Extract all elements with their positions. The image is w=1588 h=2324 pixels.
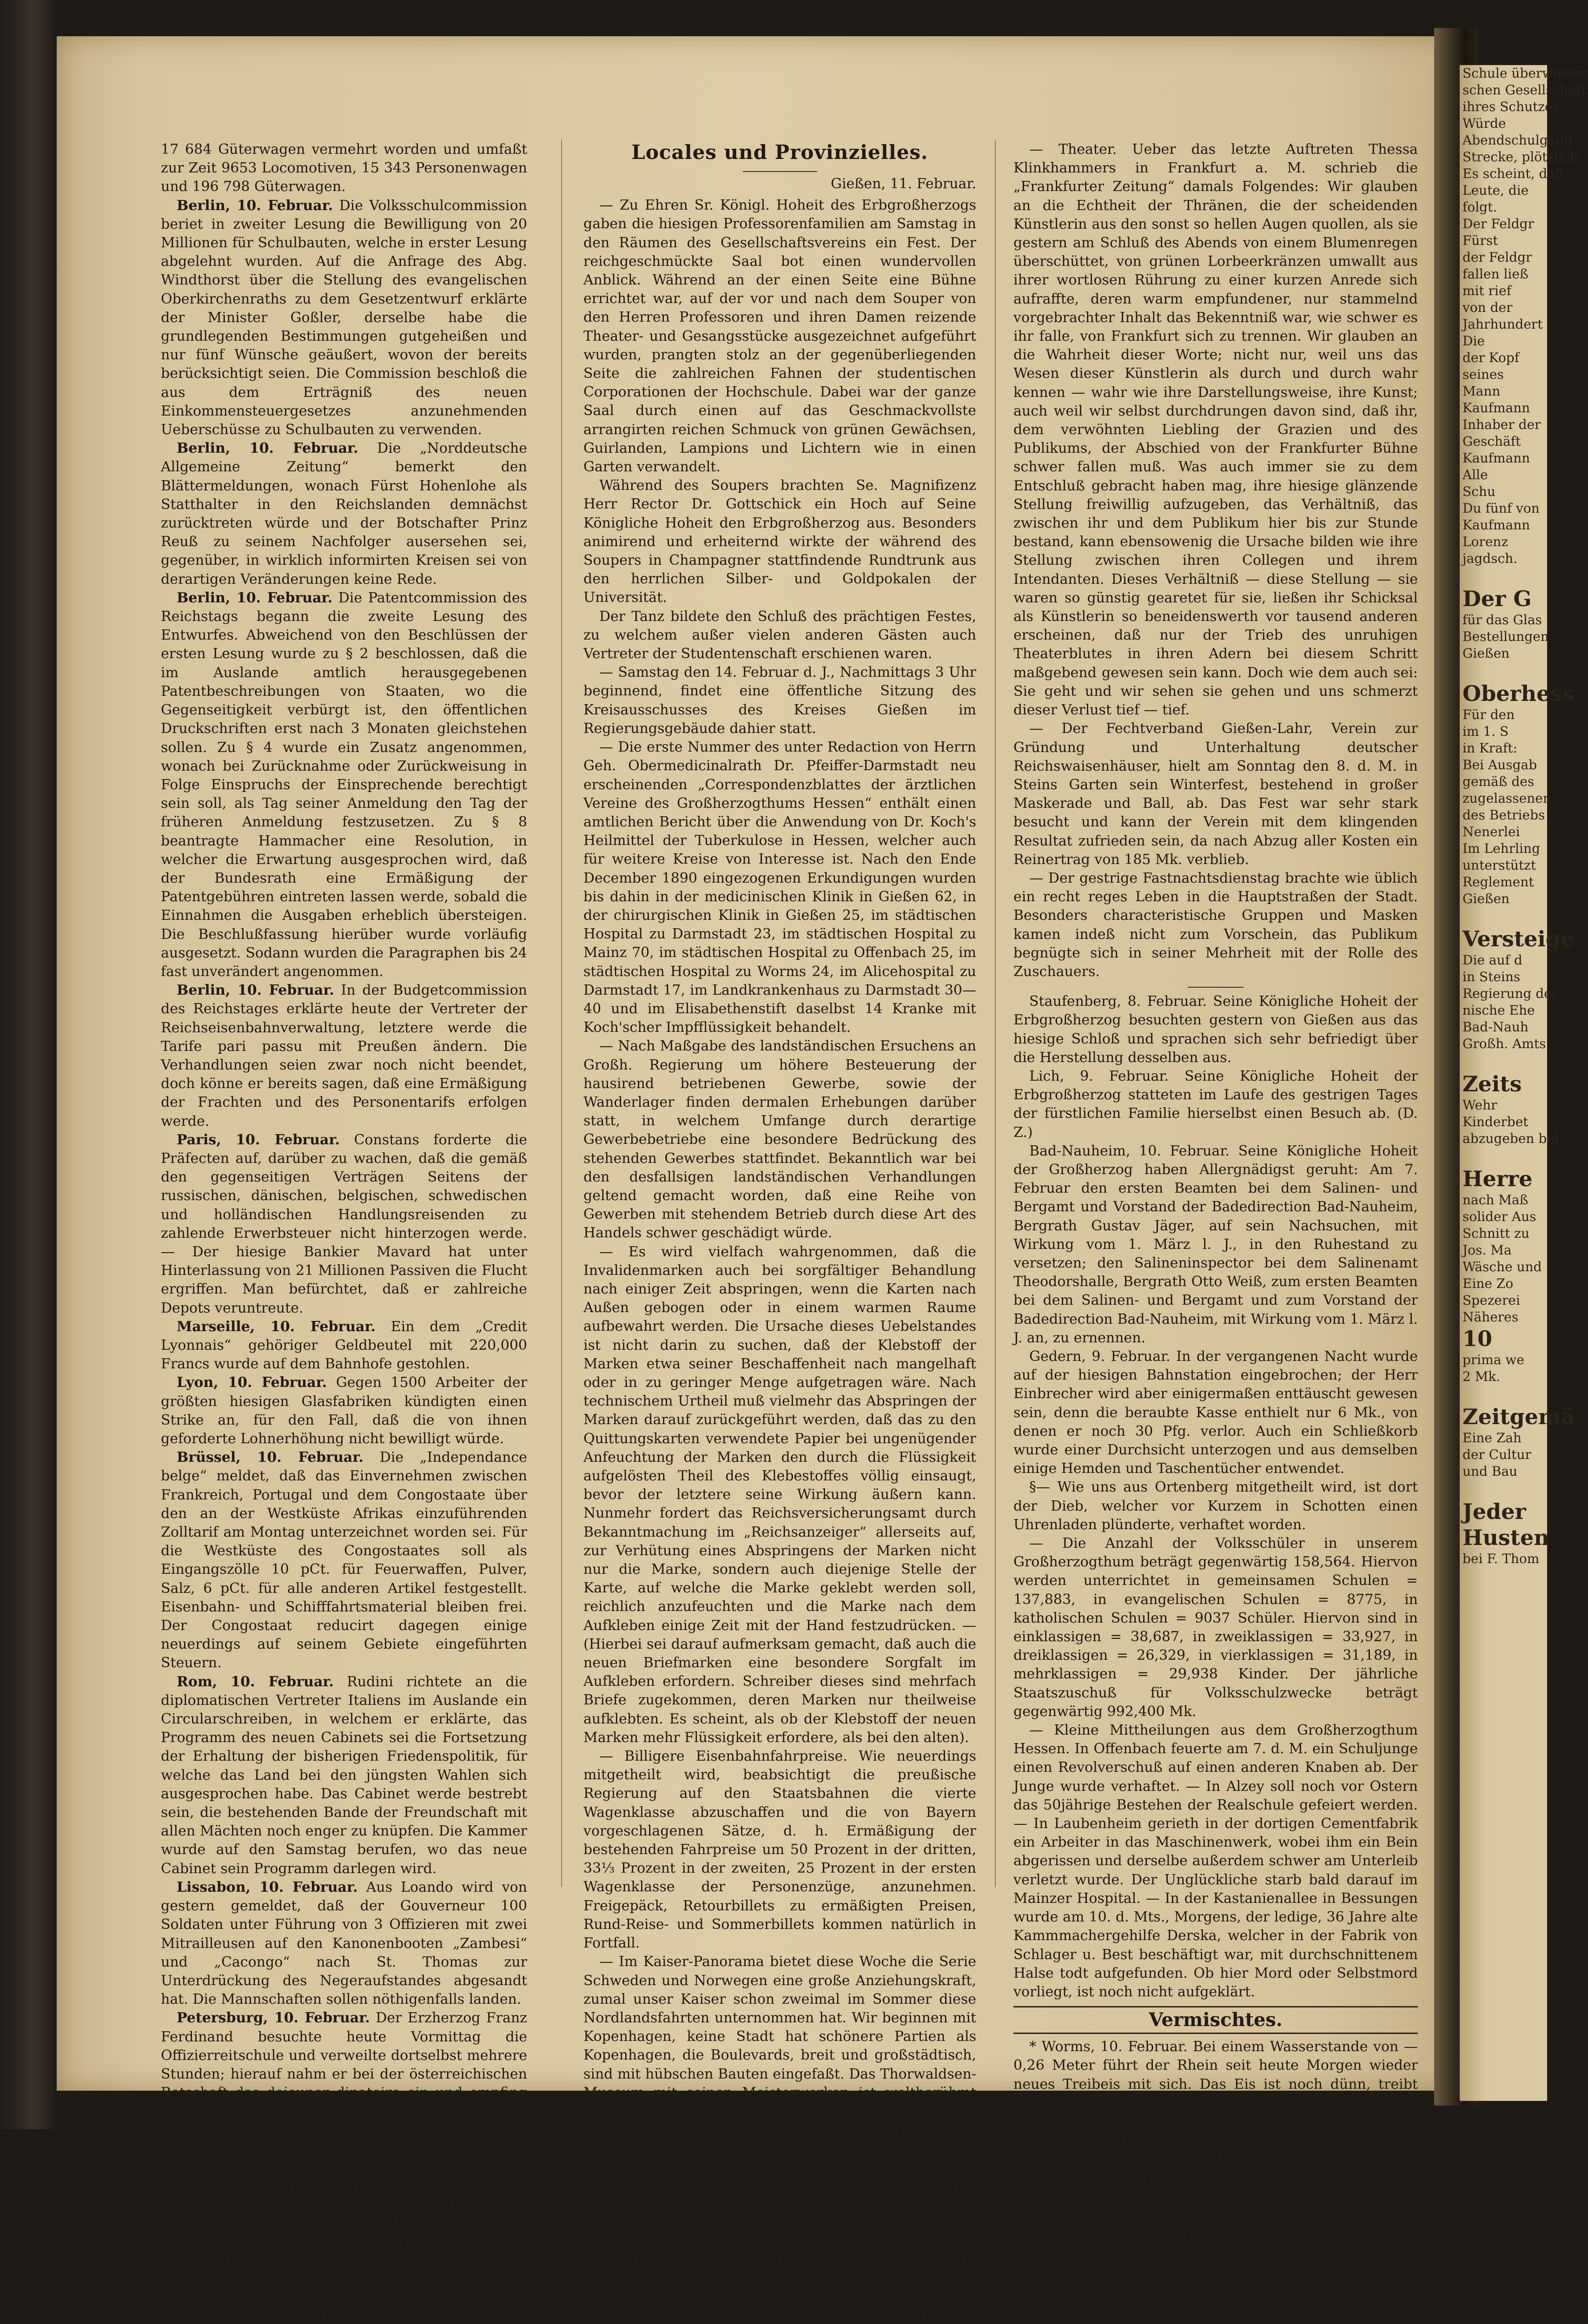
adjacent-page-line: nach Maß xyxy=(1462,1192,1528,1208)
column-divider-2 xyxy=(995,139,996,1887)
dateline-lead: Marseille, 10. Februar. xyxy=(177,1318,376,1335)
article-text: Bad-Nauheim, 10. Februar. Seine Königliche Hoheit der Großherzog haben Allergnädigst geruht: Am 7. Februar den ersten Beamten bei dem Salinen- und Bergamt und Vorstand der Badedirection Bad-Nauheim, Bergrath Gustav Jäger, auf sein Nachsuchen, mit Wirkung vom 1. März l. J., in den Ruhestand zu versetzen; den Salineninspector bei dem Salinenamt Theodorshalle, Bergrath Otto Weiß, zum ersten Beamten bei dem Salinen- und Bergamt und zum Vorstand der Badedirection Bad-Nauheim, mit Wirkung vom 1. März l. J. an, zu ernennen. xyxy=(1013,1142,1418,1346)
adjacent-page-line: für das Glas xyxy=(1462,612,1542,627)
column-local-news xyxy=(583,140,976,2324)
article-text: — Zu Ehren Sr. Königl. Hoheit des Erbgroßherzogs gaben die hiesigen Professorenfamilien am Samstag in den Räumen des Gesellschaftsvereins ein Fest. Der reichgeschmückte Saal bot einen wundervollen Anblick. Während an der einen Seite eine Bühne errichtet war, auf der vor und nach dem Souper von den Herren Professoren und ihren Damen reizende Theater- und Gesangsstücke ausgezeichnet aufgeführt wurden, prangten stolz an der gegenüberliegenden Seite die zahlreichen Fahnen der studentischen Corporationen der Hochschule. Dabei war der ganze Saal durch einen auf das Geschmackvollste arrangirten reichen Schmuck von grünen Gewächsen, Guirlanden, Lampions und Lichtern wie in einen Garten verwandelt. xyxy=(583,197,976,475)
article-text: 17 684 Güterwagen vermehrt worden und umfaßt zur Zeit 9653 Locomotiven, 15 343 Personenwagen und 196 798 Güterwagen. xyxy=(161,141,527,195)
article-text: Die „Independance belge“ meldet, daß das Einvernehmen zwischen Frankreich, Portugal und dem Congostaate über den an der Westküste Afrikas einzuführenden Zolltarif am Montag unterzeichnet worden sei. Für die Westküste des Congostaates soll als Eingangszölle 10 pCt. für Feuerwaffen, Pulver, Salz, 6 pCt. für alle anderen Artikel festgestellt. Eisenbahn- und Schifffahrtsmaterial bleiben frei. Der Congostaat reducirt dagegen einige neuerdings auf seinem Gebiete eingeführten Steuern. xyxy=(161,1449,527,1671)
article-paragraph xyxy=(161,1373,527,1448)
article-text: — Nach Maßgabe des landständischen Ersuchens an Großh. Regierung um höhere Besteuerung der hausirend betriebenen Gewerbe, sowie der Wanderlager finden dermalen Erhebungen darüber statt, in welchem Umfange durch derartige Gewerbebetriebe eine besondere Bedrückung des stehenden Gewerbes stattfindet. Bekanntlich war bei den desfallsigen landständischen Verhandlungen geltend gemacht worden, daß eine Reihe von Gewerben mit stehendem Betrieb durch diese Art des Handels schwer geschädigt würde. xyxy=(583,1038,976,1241)
article-text: Die Volksschulcommission beriet in zweiter Lesung die Bewilligung von 20 Millionen für Schulbauten, welche in erster Lesung abgelehnt wurden. Auf die Anfrage des Abg. Windthorst über die Stellung des evangelischen Oberkirchenraths zu dem Gesetzentwurf erklärte der Minister Goßler, derselbe habe die grundlegenden Bestimmungen gutgeheißen und nur fünf Wünsche geäußert, wovon der bereits berücksichtigt seien. Die Commission beschloß die aus dem Erträgniß des neuen Einkommensteuergesetzes anzunehmenden Ueberschüsse zu Schulbauten zu verwenden. xyxy=(161,197,528,438)
adjacent-page-line: Jeder xyxy=(1462,1499,1526,1524)
adjacent-page-line: von der xyxy=(1462,300,1513,315)
local-news-body xyxy=(583,196,976,2324)
adjacent-page-line: Die xyxy=(1462,333,1485,349)
dateline-lead: Berlin, 10. Februar. xyxy=(177,589,333,606)
article-text: — Es wird vielfach wahrgenommen, daß die Invalidenmarken auch bei sorgfältiger Behandlung nach einiger Zeit abspringen, wenn die Karten nach Außen gebogen oder in einem warmen Raume aufbewahrt werden. Die Ursache dieses Uebelstandes ist nicht darin zu suchen, daß der Klebstoff der Marken etwa seiner Beschaffenheit nach mangelhaft oder in zu geringer Menge aufgetragen wäre. Nach technischem Urtheil muß vielmehr das Abspringen der Marken darauf zurückgeführt werden, daß das zu den Quittungskarten verwendete Papier bei ungenügender Anfeuchtung der Marken den durch die Flüssigkeit aufgelösten Theil des Klebestoffes völlig einsaugt, bevor der letztere seine Wirkung äußern kann. Nunmehr fordert das Reichsversicherungsamt durch Bekanntmachung im „Reichsanzeiger“ allerseits auf, zur Verhütung eines Abspringens der Marken nicht nur die Marke, sondern auch diejenige Stelle der Karte, auf welche die Marke geklebt werden soll, reichlich anzufeuchten und die Marke nach dem Aufkleben einige Zeit mit der Hand festzudrücken. — (Hierbei sei darauf aufmerksam gemacht, daß auch die neuen Briefmarken eine besondere Sorgfalt im Aufkleben erfordern. Schreiber dieses sind mehrfach Briefe zugekommen, deren Marken nur theilweise aufklebten. Es scheint, als ob der Klebstoff der neuen Marken mehr Flüssigkeit erfordere, als bei den alten). xyxy=(583,1243,976,1746)
article-paragraph xyxy=(583,1243,976,1747)
adjacent-page-line: Im Lehrling xyxy=(1462,841,1540,856)
adjacent-page-line: Mann xyxy=(1462,383,1501,399)
article-text: — Die erste Nummer des unter Redaction von Herrn Geh. Obermedicinalrath Dr. Pfeiffer-Darmstadt neu erscheinenden „Correspondenzblattes der ärztlichen Vereine des Großherzogthums Hessen“ enthält einen amtlichen Bericht über die Anwendung von Dr. Koch's Heilmittel der Tuberkulose in Hessen, welcher auch für weitere Kreise von Interesse ist. Nach den Ende December 1890 eingezogenen Erkundigungen wurden bis dahin in der medicinischen Klinik in Gießen 62, in der chirurgischen Klinik in Gießen 25, im städtischen Hospital zu Darmstadt 23, im städtischen Hospital zu Mainz 70, im städtischen Hospital zu Offenbach 25, im städtischen Hospital zu Worms 24, im Alicehospital zu Darmstadt 17, im Landkrankenhaus zu Darmstadt 30—40 und im Elisabethenstift daselbst 14 Kranke mit Koch'scher Impfflüssigkeit behandelt. xyxy=(583,739,976,1036)
article-text: Während des Soupers brachten Se. Magnifizenz Herr Rector Dr. Gottschick ein Hoch auf Seine Königliche Hoheit den Erbgroßherzog aus. Besonders animirend und erheiternd wirkte der während des Soupers in Champagner stattfindende Rundtrunk aus den herrlichen Silber- und Goldpokalen der Universität. xyxy=(583,477,976,606)
adjacent-page-line xyxy=(1460,1052,1547,1071)
adjacent-page-line: seines xyxy=(1462,367,1504,382)
misc-paragraph xyxy=(1013,2038,1418,2225)
article-paragraph xyxy=(1013,1534,1418,1721)
article-text: — Samstag den 14. Februar d. J., Nachmittags 3 Uhr beginnend, findet eine öffentliche Sitzung des Kreisausschusses des Kreises Gießen im Regierungsgebäude dahier statt. xyxy=(583,664,976,737)
dateline-lead: Berlin, 10. Februar. xyxy=(177,982,334,999)
adjacent-page-line: der Feldgr xyxy=(1462,250,1532,265)
dateline-lead: Washington, 10. Februar. xyxy=(177,2234,387,2251)
adjacent-page-strip xyxy=(1460,65,1588,2101)
adjacent-page-line: Gießen xyxy=(1462,646,1510,661)
adjacent-page-line: Reglement xyxy=(1462,874,1534,890)
adjacent-page-line: Großh. Amts xyxy=(1462,1036,1546,1051)
article-paragraph xyxy=(1013,869,1418,981)
adjacent-page-line: Oberhess xyxy=(1462,681,1575,706)
article-text: — Der Fechtverband Gießen-Lahr, Verein zur Gründung und Unterhaltung deutscher Reichswaisenhäuser, hielt am Sonntag den 8. d. M. in Steins Garten sein Winterfest, bestehend in großer Maskerade und Ball, ab. Das Fest war sehr stark besucht und kann der Verein mit dem klingenden Resultat zufrieden sein, da nach Abzug aller Kosten ein Reinertrag von 185 Mk. verblieb. xyxy=(1013,720,1418,868)
adjacent-page-line: mit rief xyxy=(1462,283,1511,298)
article-paragraph xyxy=(583,1037,976,1242)
adjacent-page-line: Zeitgemä xyxy=(1462,1404,1575,1429)
article-text: †† Kassel, 11. Februar. Der Sohn des türkischen Ministers Fuad Pascha Faid Mehemed ist der hiesigen Kriegs- xyxy=(1013,2225,1418,2279)
adjacent-page-line: Bestellungen xyxy=(1462,629,1549,644)
adjacent-page-line: schen Gesellschaft xyxy=(1462,82,1586,98)
article-text: — Im Kaiser-Panorama bietet diese Woche die Serie Schweden und Norwegen eine große Anziehungskraft, zumal unser Kaiser schon zweimal im Sommer diese Nordlandsfahrten unternommen hat. Wir beginnen mit Kopenhagen, keine Stadt hat schönere Partien als Kopenhagen, die Boulevards, breit und großstädtisch, sind mit hübschen Bauten eingefaßt. Das Thorwaldsen-Museum mit seinen Meisterwerken ist weltberühmt und Tausende sehen sich Jahr für Jahr die Sehenswürdigkeiten an, ferner ist berühmt die Frauenkirche sowie das Rosenbergerschloß. Schloß Frederiksburg, die Residenz des Königs, hat eine anmuthige Lage. Sodann machen wir einen Ausflug nach dem schönen Sund und der Fyen Insel, kommen nach Odensee, sodann nach Schweden, wo wir die schöne Stadt Göthenburg mit ihren großartigen Wasserfällen, Trollhätta-Fall sehen, dieses aber stellt das Panorama in naturgetreuer Farbenpracht und Plastik dar. Sodann erwähnen wir noch Stockholm, Malmö, Christiania; das Land der Mitternachtssonne xyxy=(583,1954,976,2324)
adjacent-page-line: fallen ließ xyxy=(1462,266,1528,282)
article-paragraph xyxy=(1013,1142,1418,1347)
article-paragraph xyxy=(583,663,976,738)
dateline-lead: Brüssel, 10. Februar. xyxy=(177,1449,364,1466)
article-text: Constans forderte die Präfecten auf, darüber zu wachen, daß die gemäß den gegenseitigen Verträgen Seitens der russischen, dänischen, belgischen, schwedischen und holländischen Handlungsreisenden zu zahlende Erwerbsteuer nicht hinterzogen werde. — Der hiesige Bankier Mavard hat unter Hinterlassung von 21 Millionen Passiven die Flucht ergriffen. Man befürchtet, daß er zahlreiche Depots veruntreute. xyxy=(161,1131,527,1316)
adjacent-page-line: in Steins xyxy=(1462,969,1521,984)
column-news-telegrams xyxy=(161,140,527,2324)
article-text: — Der gestrige Fastnachtsdienstag brachte wie üblich ein recht reges Leben in die Hauptstraßen der Stadt. Besonders characteristische Gruppen und Masken kamen indeß nicht zum Vorschein, das Publikum begnügte sich in seiner Mehrheit mit der Rolle des Zuschauers. xyxy=(1013,870,1418,980)
article-text: Der Erzherzog Franz Ferdinand besuchte heute Vormittag die Offizierreitschule und verweilte dortselbst mehrere Stunden; hierauf nahm er bei der österreichischen Botschaft das dejeuner dinatoire ein und empfing das diplomatische Corps. Nach dem Diner bei dem Großfürstenpaare Sergius Alexandrowitsch beabsichtigt der Erzherzog, heute unweit Petersburg sich zur Bärenjagd zu begeben. xyxy=(161,2010,527,2176)
adjacent-page-line: Würde xyxy=(1462,116,1506,131)
local-news-cont-body xyxy=(1013,140,1418,2001)
adjacent-page-line: Für den xyxy=(1462,707,1515,722)
adjacent-page-line: Versteige xyxy=(1462,926,1575,951)
adjacent-page-line: Kaufmann xyxy=(1462,400,1530,416)
article-text: Die „Norddeutsche Allgemeine Zeitung“ bemerkt den Blättermeldungen, wonach Fürst Hohenlohe als Statthalter in den Reichslanden demnächst zurücktreten würde und der Botschafter Prinz Reuß zu seinem Nachfolger ausersehen sei, gegenüber, in wirklich informirten Kreisen sei von derartigen Veränderungen keine Rede. xyxy=(161,440,528,588)
misc-paragraph xyxy=(1013,2225,1418,2281)
column-local-news-cont xyxy=(1013,140,1418,2281)
adjacent-page-line: Bad-Nauh xyxy=(1462,1019,1528,1035)
adjacent-page-line: in Kraft: xyxy=(1462,740,1517,756)
dateline-lead: Lyon, 10. Februar. xyxy=(177,1374,327,1391)
adjacent-page-line: zugelassenen xyxy=(1462,791,1551,806)
adjacent-page-line: Strecke, plötzlich xyxy=(1462,149,1578,165)
adjacent-page-line: Fürst xyxy=(1462,233,1498,248)
adjacent-page-line: Zeits xyxy=(1462,1071,1522,1096)
adjacent-page-line: Du fünf von xyxy=(1462,501,1540,516)
heading-rule xyxy=(743,171,817,172)
adjacent-page-line: Kaufmann xyxy=(1462,450,1530,466)
adjacent-page-line: Lorenz xyxy=(1462,534,1509,549)
adjacent-page-line: Bei Ausgab xyxy=(1462,757,1537,772)
article-text: Drei chilenische Kriegsschiffe sagten sich von den Aufständischen los und trafen auf der hiesigen Rhede ein. xyxy=(161,2178,527,2232)
column-divider-1 xyxy=(561,139,562,1887)
adjacent-page-line: Es scheint, daß xyxy=(1462,166,1564,181)
adjacent-page-line: prima we xyxy=(1462,1352,1524,1367)
article-paragraph xyxy=(583,196,976,476)
adjacent-page-line: nische Ehe xyxy=(1462,1003,1535,1018)
section-heading-vermischtes: Vermischtes. xyxy=(1013,2006,1418,2034)
article-text: Die Patentcommission des Reichstags begann die zweite Lesung des Entwurfes. Abweichend von den Beschlüssen der ersten Lesung wurde zu § 2 beschlossen, daß die im Auslande amtlich herausgegebenen Patentbeschreibungen von Staaten, wo die Gegenseitigkeit verbürgt ist, den öffentlichen Druckschriften erst nach 3 Monaten gleichstehen sollen. Zu § 4 wurde ein Zusatz angenommen, wonach bei Zurücknahme oder Zurückweisung in Folge Einspruchs der Einsprechende berechtigt sein soll, als Tag seiner Anmeldung den Tag der früheren Anmeldung festzusetzen. Zu § 8 beantragte Hammacher eine Resolution, in welcher die Erwartung ausgesprochen wird, daß der Bundesrath eine Ermäßigung der Patentgebühren eintreten lassen werde, sobald die Einnahmen die Ausgaben erheblich übersteigen. Die Beschlußfassung hierüber wurde vorläufig ausgesetzt. Sodann wurden die Paragraphen bis 24 fast unverändert angenommen. xyxy=(161,589,527,980)
article-paragraph xyxy=(1013,1347,1418,1478)
adjacent-page-line: 2 Mk. xyxy=(1462,1369,1501,1384)
article-paragraph xyxy=(1013,1478,1418,1534)
article-paragraph xyxy=(1013,140,1418,720)
adjacent-page-line: der Kopf xyxy=(1462,350,1520,365)
adjacent-page-line: folgt. xyxy=(1462,199,1497,215)
adjacent-page-line xyxy=(1460,907,1547,926)
article-paragraph xyxy=(1013,1067,1418,1142)
section-heading-locales: Locales und Provinzielles. xyxy=(631,141,928,164)
dateline-giessen: Gießen, 11. Februar. xyxy=(830,176,976,192)
dateline-lead: Lissabon, 10. Februar. xyxy=(177,1879,358,1895)
article-text: — Theater. Ueber das letzte Auftreten Thessa Klinkhammers in Frankfurt a. M. schrieb die „Frankfurter Zeitung“ damals Folgendes: Wir glauben an die Echtheit der Thränen, die der scheidenden Künstlerin aus den sonst so hellen Augen quollen, als sie gestern am Schluß des Abends von einem Blumenregen überschüttet, von grünen Lorbeerkränzen umwallt aus ihrer wortlosen Rührung zu einer kurzen Anrede sich aufraffte, deren warm empfundener, nur stammelnd vorgebrachter Inhalt das Bekenntniß war, wie schwer es ihr falle, von Frankfurt sich zu trennen. Wir glauben an die Wahrheit dieser Worte; nicht nur, weil uns das Wesen dieser Künstlerin als durch und durch wahr kennen — wahr wie ihre Darstellungsweise, ihre Kunst; auch weil wir selbst durchdrungen davon sind, daß ihr, dem verwöhnten Liebling der Grazien und des Publikums, der Abschied von der Frankfurter Bühne schwer fallen muß. Was auch immer sie zu dem Entschluß gebracht haben mag, ihre hiesige glänzende Stellung freiwillig aufzugeben, das Verhältniß, das zwischen ihr und dem Publikum hier bis zur Stunde bestand, kann ebensowenig die Ursache bilden wie ihre Stellung zwischen ihren Collegen und ihrem Intendanten. Dieses Verhältniß — diese Stellung — sie waren so günstig gearetet für sie, ließen ihr Schicksal als Künstlerin so beneidenswerth vor tausend anderen erscheinen, daß nur der Trieb des unruhigen Theaterblutes in ihren Adern bei diesem Schritt maßgebend gewesen sein kann. Doch wie dem auch sei: Sie geht und wir sehen sie gehen und uns schmerzt dieser Verlust tief — tief. xyxy=(1013,141,1418,719)
adjacent-page-line: des Betriebs xyxy=(1462,807,1545,823)
adjacent-page-line: Der Feldgr xyxy=(1462,216,1534,231)
article-paragraph xyxy=(583,1747,976,1953)
article-paragraph xyxy=(161,2009,527,2177)
adjacent-page-line: Nenerlei xyxy=(1462,824,1520,839)
article-text: Lich, 9. Februar. Seine Königliche Hoheit der Erbgroßherzog statteten im Laufe des gestrigen Tages der fürstlichen Familie hierselbst einen Besuch ab. (D. Z.) xyxy=(1013,1068,1418,1141)
adjacent-page-line: Alle xyxy=(1462,467,1488,482)
adjacent-page-line xyxy=(1460,1385,1547,1404)
adjacent-page-line: Abendschulgang xyxy=(1462,132,1573,148)
adjacent-page-line: Wehr xyxy=(1462,1097,1497,1113)
article-paragraph xyxy=(161,197,527,440)
article-paragraph xyxy=(161,439,527,589)
dateline-lead: Montevideo, 10. Februar. xyxy=(177,2178,390,2195)
article-paragraph xyxy=(583,738,976,1037)
article-text: Der Abgeordnete Geary hat im Repräsentantenhause einen Gesetzentwurf betreffend die freie Prägung des in den Vereinigten Staaten gewonnenen Silbers eingebracht. Das Mitglied des Comités für xyxy=(161,2234,527,2324)
adjacent-page-line: Die auf d xyxy=(1462,952,1522,968)
article-paragraph xyxy=(161,2233,527,2324)
adjacent-page-line: Spezerei xyxy=(1462,1293,1520,1308)
article-paragraph xyxy=(1013,1721,1418,2001)
adjacent-page-line: ihres Schutzes xyxy=(1462,99,1560,114)
adjacent-page-line: 10 xyxy=(1462,1326,1493,1351)
article-paragraph xyxy=(583,1953,976,2324)
article-paragraph xyxy=(583,476,976,607)
article-text: Der Tanz bildete den Schluß des prächtigen Festes, zu welchem außer vielen anderen Gästen auch Vertreter der Studentenschaft erschienen waren. xyxy=(583,608,976,662)
article-text: Gegen 1500 Arbeiter der größten hiesigen Glasfabriken kündigten einen Strike an, für den Fall, daß die von ihnen geforderte Lohnerhöhung nicht bewilligt würde. xyxy=(161,1374,527,1447)
adjacent-page-line: Der G xyxy=(1462,586,1532,611)
article-paragraph xyxy=(161,1318,527,1374)
article-text: — Billigere Eisenbahnfahrpreise. Wie neuerdings mitgetheilt wird, beabsichtigt die preußische Regierung auf den Staatsbahnen die vierte Wagenklasse abzuschaffen und die von Bayern vorgeschlagenen Sätze, d. h. Ermäßigung der bestehenden Fahrpreise um 50 Prozent in der dritten, 33⅓ Prozent in der zweiten, 25 Prozent in der ersten Wagenklasse der Personenzüge, anzunehmen. Freigepäck, Retourbillets zu ermäßigten Preisen, Rund-Reise- und Sommerbillets kommen natürlich in Fortfall. xyxy=(583,1748,976,1952)
article-paragraph xyxy=(161,1131,527,1318)
adjacent-page-line: Kaufmann xyxy=(1462,517,1530,533)
article-text: In der Budgetcommission des Reichstages erklärte heute der Vertreter der Reichseisenbahnverwaltung, letztere werde die Tarife pari passu mit Preußen ändern. Die Verhandlungen seien zwar noch nicht beendet, doch könne er bereits sagen, daß eine Ermäßigung der Frachten und des Personentarifs erfolgen werde. xyxy=(161,982,527,1129)
adjacent-page-line: Geschäft xyxy=(1462,434,1521,449)
article-paragraph xyxy=(161,2177,527,2233)
adjacent-page-line xyxy=(1460,1480,1547,1499)
dateline-lead: Paris, 10. Februar. xyxy=(177,1131,340,1148)
adjacent-page-line: im 1. S xyxy=(1462,724,1509,739)
adjacent-page-line: gemäß des xyxy=(1462,774,1535,789)
article-paragraph xyxy=(1013,720,1418,869)
article-paragraph xyxy=(161,1448,527,1672)
adjacent-page-line: Leute, die xyxy=(1462,183,1529,198)
article-paragraph xyxy=(161,1878,527,2009)
adjacent-page-line xyxy=(1460,567,1547,586)
dateline-lead: Petersburg, 10. Februar. xyxy=(177,2010,370,2027)
misc-news-body xyxy=(1013,2038,1418,2281)
adjacent-page-line: unterstützt xyxy=(1462,858,1536,873)
article-text: Staufenberg, 8. Februar. Seine Königliche Hoheit der Erbgroßherzog besuchten gestern von Gießen aus das hiesige Schloß und sprachen sich sehr befriedigt über die Herstellung desselben aus. xyxy=(1013,993,1418,1066)
article-paragraph xyxy=(1013,992,1418,1067)
adjacent-page-line: der Cultur xyxy=(1462,1447,1531,1462)
article-text: Ein dem „Credit Lyonnais“ gehöriger Geldbeutel mit 220,000 Francs wurde auf dem Bahnhofe gestohlen. xyxy=(161,1318,527,1373)
adjacent-page-line: Schule überwiesen xyxy=(1462,66,1588,81)
article-paragraph xyxy=(161,1673,527,1878)
adjacent-page-line: und Bau xyxy=(1462,1464,1518,1479)
adjacent-page-line: Eine Zo xyxy=(1462,1276,1514,1291)
article-text: * Worms, 10. Februar. Bei einem Wasserstande von —0,26 Meter führt der Rhein seit heute Morgen wieder neues Treibeis mit sich. Das Eis ist noch dünn, treibt aber schon wieder in ziemlich dichter Menge vorüber. Heute Morgen zeigte das Thermometer 8 Grad Reaum. unter Null. Hält diese Kälte noch einige Zeit an, so steht zu erwarten, daß wir in Bälde die Verkehrsstörungen in neuer Auflage erleben. Heute nämlich wird schon befürchtet, daß die Schiffbrücke wieder abgefahren werden muß. xyxy=(1013,2039,1418,2223)
adjacent-page-line: solider Aus xyxy=(1462,1209,1536,1224)
adjacent-page-line: Wäsche und xyxy=(1462,1259,1542,1274)
article-text: Aus Loando wird von gestern gemeldet, daß der Gouverneur 100 Soldaten unter Führung von 3 Offizieren mit zwei Mitrailleusen auf den Kanonenbooten „Zambesi“ und „Cacongo“ nach St. Thomas zur Unterdrückung des Negeraufstandes abgesandt hat. Die Mannschaften sollen nöthigenfalls landen. xyxy=(161,1879,527,2008)
dateline-lead: Berlin, 10. Februar. xyxy=(177,197,333,214)
dateline-lead: Rom, 10. Februar. xyxy=(177,1673,334,1690)
article-paragraph xyxy=(161,981,527,1131)
adjacent-page-line: Eine Zah xyxy=(1462,1430,1522,1446)
article-separator xyxy=(1188,987,1244,988)
article-paragraph xyxy=(583,607,976,664)
adjacent-page-line: jagdsch. xyxy=(1462,551,1518,566)
article-text: Rudini richtete an die diplomatischen Vertreter Italiens im Auslande ein Circularschreiben, in welchem er erklärte, das Programm des neuen Cabinets sei die Fortsetzung der Erhaltung der bisherigen Friedenspolitik, für welche das Land bei den jüngsten Wahlen sich ausgesprochen habe. Das Cabinet werde bestrebt sein, die bestehenden Bande der Freundschaft mit allen Mächten noch enger zu knüpfen. Die Kammer wurde auf den Samstag berufen, wo das neue Cabinet sein Programm darlegen wird. xyxy=(161,1673,527,1877)
adjacent-page-line: abzugeben bei xyxy=(1462,1131,1559,1146)
adjacent-page-line xyxy=(1460,1147,1547,1166)
adjacent-page-line: Jahrhundert xyxy=(1462,317,1543,332)
article-text: §— Wie uns aus Ortenberg mitgetheilt wird, ist dort der Dieb, welcher vor Kurzem in Schotten einen Uhrenladen plünderte, verhaftet worden. xyxy=(1013,1479,1418,1533)
dateline-lead: Berlin, 10. Februar. xyxy=(177,440,358,457)
adjacent-page-line: Herre xyxy=(1462,1166,1533,1191)
adjacent-page-line: Kinderbet xyxy=(1462,1114,1528,1129)
adjacent-page-line: Gießen xyxy=(1462,891,1510,906)
adjacent-page-line: Schnitt zu xyxy=(1462,1226,1530,1241)
article-text: Gedern, 9. Februar. In der vergangenen Nacht wurde auf der hiesigen Bahnstation eingebrochen; der Herr Einbrecher wird aber einigermaßen enttäuscht gewesen sein, denn die beraubte Kasse enthielt nur 6 Mk., von denen er noch 30 Pfg. verlor. Auch ein Schließkorb wurde einer Durchsicht unterzogen und aus demselben einige Hemden und Taschentücher entwendet. xyxy=(1013,1348,1418,1477)
adjacent-page-line: Inhaber der xyxy=(1462,417,1541,432)
adjacent-page-line: Näheres xyxy=(1462,1309,1519,1325)
adjacent-page-line xyxy=(1460,662,1547,680)
adjacent-page-line: Jos. Ma xyxy=(1462,1242,1512,1258)
article-text: — Die Anzahl der Volksschüler in unserem Großherzogthum beträgt gegenwärtig 158,564. Hiervon werden unterrichtet in gemeinsamen Schulen = 137,883, in evangelischen Schulen = 8775, in katholischen Schulen = 9037 Schüler. Hiervon sind in einklassigen = 38,687, in zweiklassigen = 33,927, in dreiklassigen = 26,329, in vierklassigen = 31,189, in mehrklassigen = 29,938 Kinder. Der jährliche Staatszuschuß für Volksschulzwecke beträgt gegenwärtig 992,400 Mk. xyxy=(1013,1535,1418,1720)
adjacent-page-line: bei F. Thom xyxy=(1462,1551,1540,1566)
article-paragraph xyxy=(161,140,527,197)
article-text: — Kleine Mittheilungen aus dem Großherzogthum Hessen. In Offenbach feuerte am 7. d. M. ein Schuljunge einen Revolverschuß auf einen anderen Knaben ab. Der Junge wurde verhaftet. — In Alzey soll noch vor Ostern das 50jährige Bestehen der Realschule gefeiert werden. — In Laubenheim gerieth in der dortigen Cementfabrik ein Arbeiter in das Maschinenwerk, wobei ihm ein Bein abgerissen und derselbe außerdem schwer am Unterleib verletzt wurde. Der Unglückliche starb bald darauf im Mainzer Hospital. — In der Kastanienallee in Bessungen wurde am 10. d. Mts., Morgens, der ledige, 36 Jahre alte Kammmachergehilfe Derska, welcher in der Fabrik von Schlager u. Best beschäftigt war, mit durchschnittenem Halse todt aufgefunden. Ob hier Mord oder Selbstmord vorliegt, ist noch nicht aufgeklärt. xyxy=(1013,1722,1418,2000)
article-paragraph xyxy=(161,589,527,981)
adjacent-page-line: Husten xyxy=(1462,1525,1549,1550)
adjacent-page-line: Schu xyxy=(1462,484,1495,499)
adjacent-page-line: Regierung der xyxy=(1462,986,1558,1001)
